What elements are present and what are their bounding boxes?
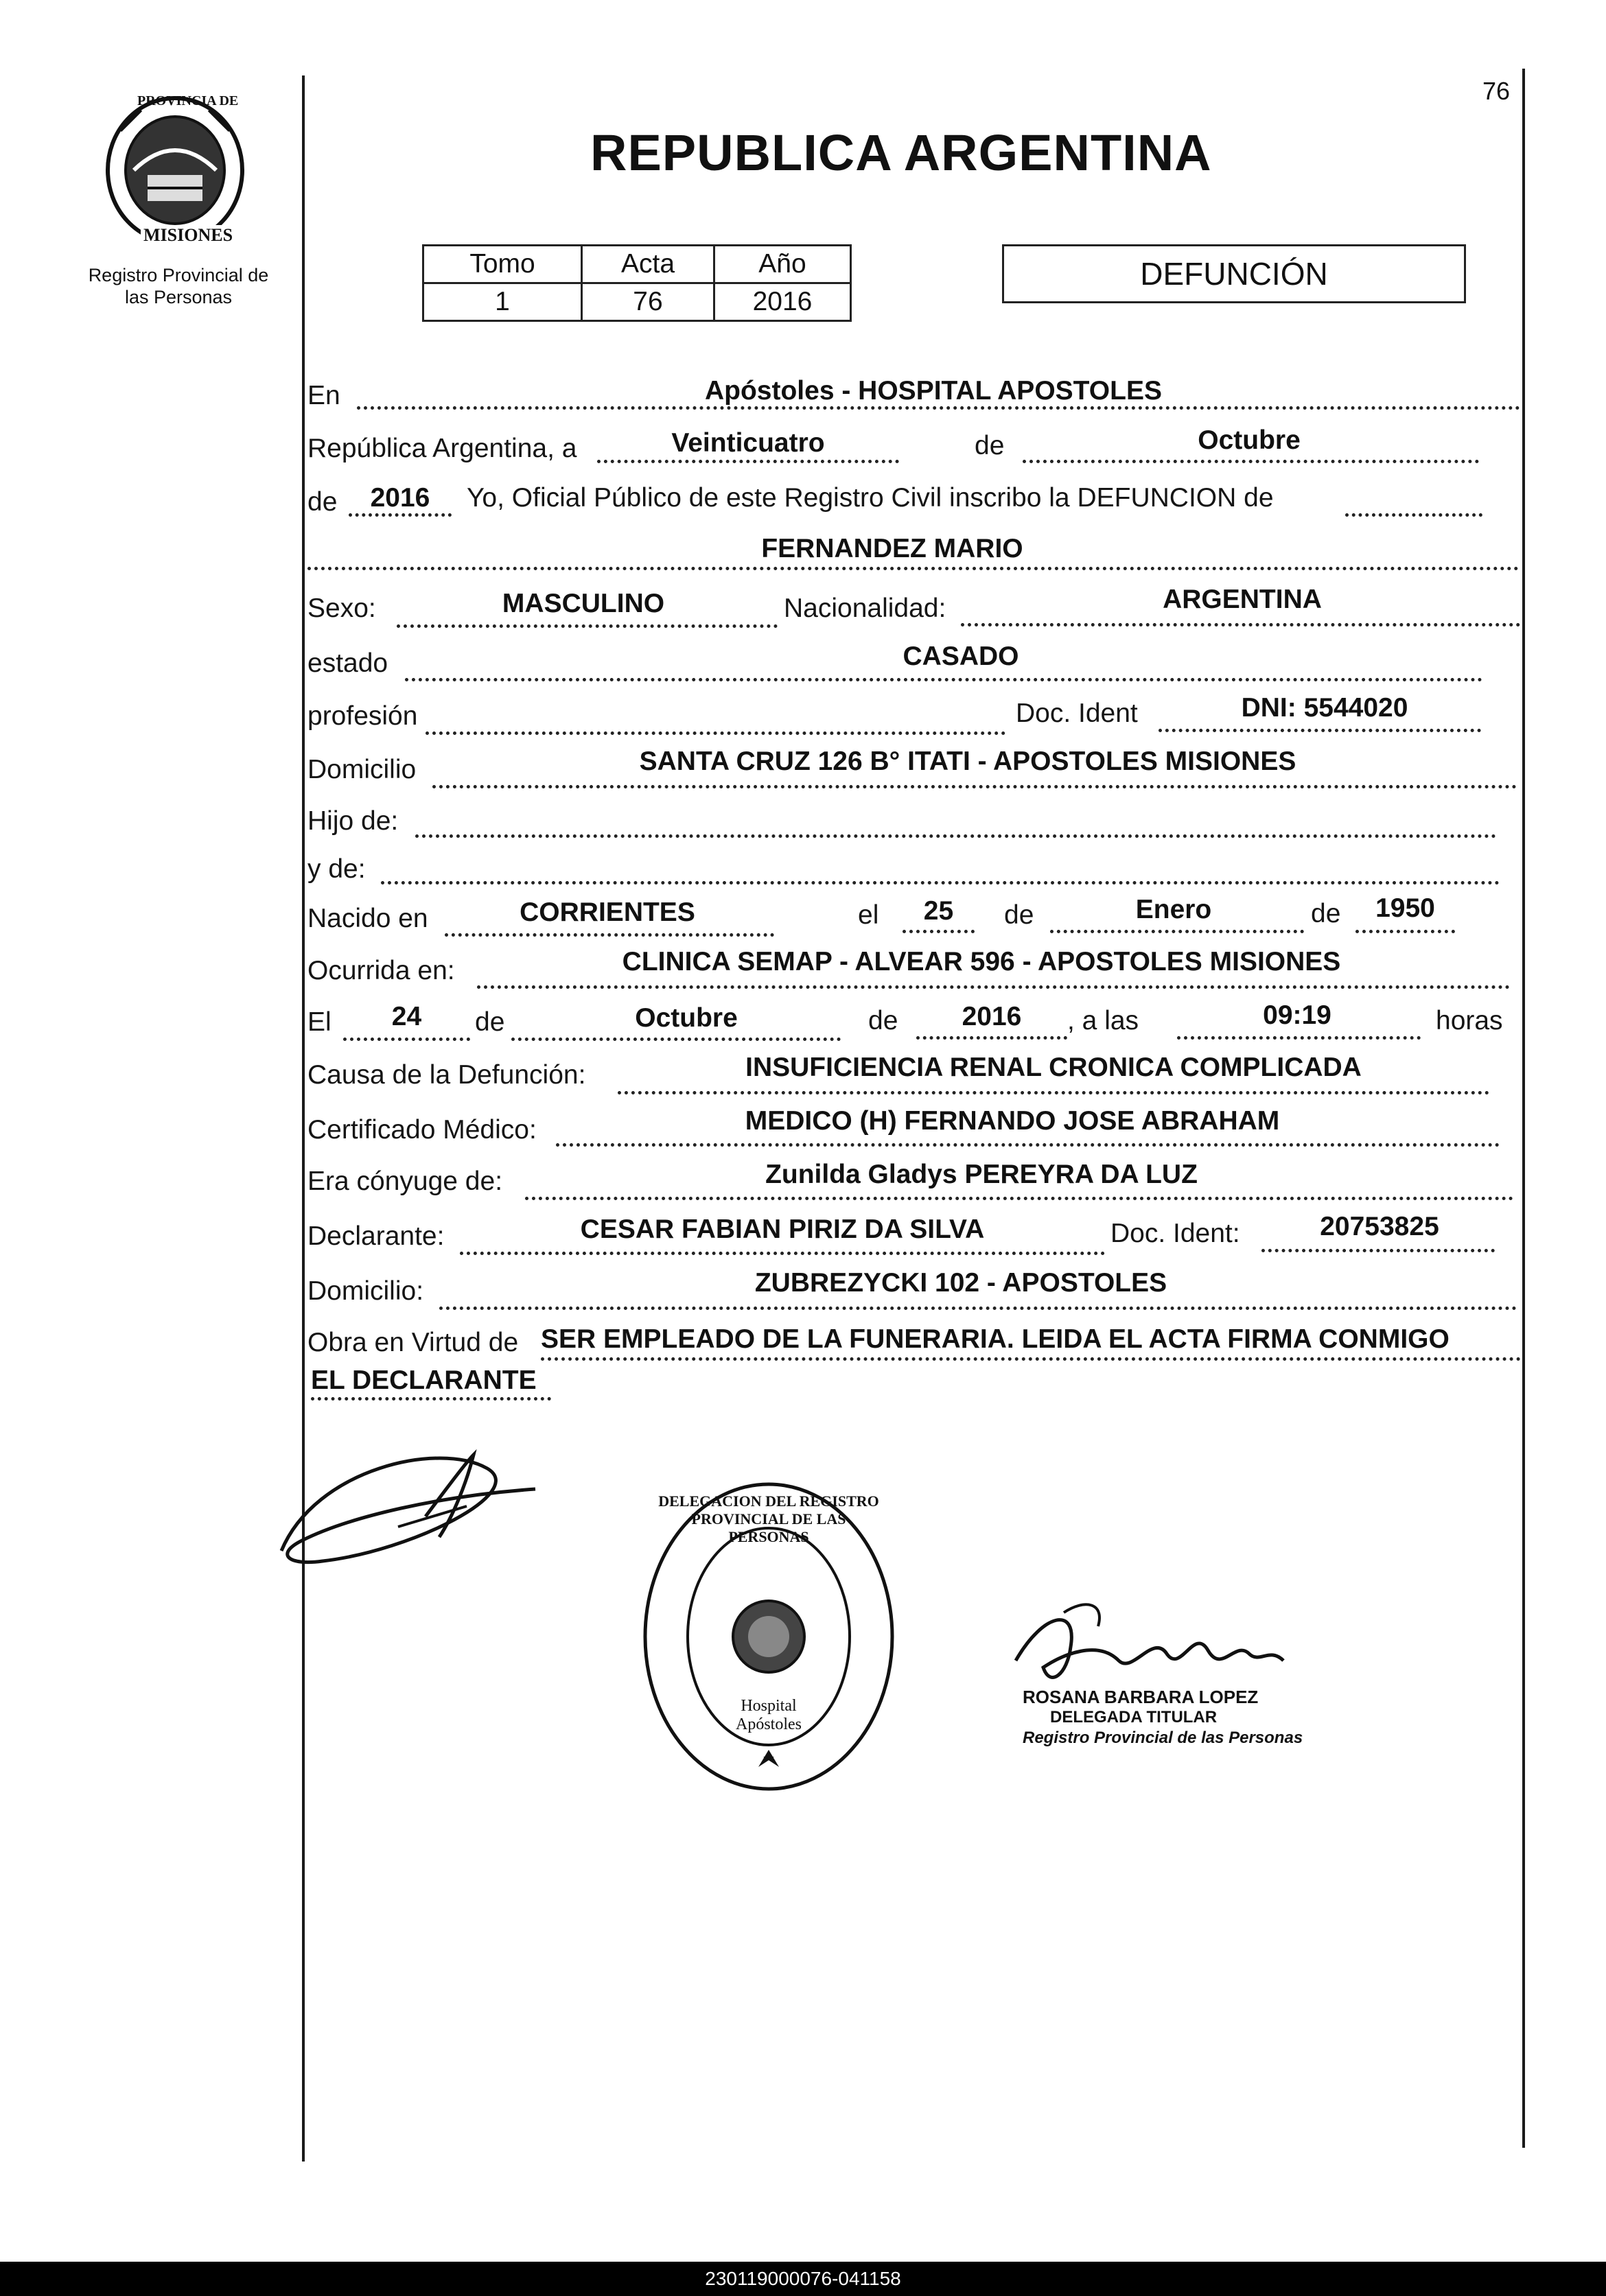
fecha-day-line [343,1038,470,1041]
estado-value: CASADO [903,642,1019,671]
record-table-header-acta: Acta [582,246,714,283]
domicilio-declarante-line [439,1307,1517,1310]
conyuge-value: Zunilda Gladys PEREYRA DA LUZ [765,1160,1198,1189]
obra-label: Obra en Virtud de [307,1328,519,1357]
doc-ident-value: DNI: 5544020 [1241,693,1408,723]
emblem-text-bottom: MISIONES [141,225,235,246]
declarante-line [460,1252,1105,1255]
certificado-value: MEDICO (H) FERNANDO JOSE ABRAHAM [745,1106,1280,1136]
republica-day-line [597,460,899,463]
sexo-value: MASCULINO [502,589,665,618]
fecha-year-line [916,1036,1067,1040]
nacido-day: 25 [923,896,954,926]
nacido-de-label-2: de [1311,899,1341,928]
doc-ident-label: Doc. Ident [1016,699,1138,728]
year-de-label: de [307,487,338,517]
nacido-month: Enero [1135,895,1212,924]
declarante-doc-label: Doc. Ident: [1110,1219,1240,1248]
profesion-label: profesión [307,701,418,731]
nacionalidad-label: Nacionalidad: [784,594,946,623]
province-emblem [100,89,251,247]
domicilio-declarante-label: Domicilio: [307,1276,424,1306]
estado-line [405,678,1482,681]
declarante-doc-line [1261,1249,1495,1252]
nacido-de-label: de [1004,900,1034,930]
page-number: 76 [1482,77,1511,105]
domicilio-label: Domicilio [307,755,417,784]
seal-inner-text: Hospital Apóstoles [736,1697,802,1733]
fecha-el-label: El [307,1007,331,1037]
official-office: Registro Provincial de las Personas [1023,1729,1303,1747]
name-line [307,567,1519,570]
nacido-month-line [1050,930,1304,933]
official-name: ROSANA BARBARA LOPEZ [1023,1687,1259,1707]
certificado-line [556,1143,1500,1147]
inscription-text: Yo, Oficial Público de este Registro Civil inscribo la DEFUNCION de [467,483,1274,513]
year-value: 2016 [370,483,430,513]
nacido-place-line [445,933,774,937]
nacido-day-line [903,930,975,933]
obra-line-2 [311,1397,551,1401]
certificado-label: Certificado Médico: [307,1115,537,1145]
hijo-de-label: Hijo de: [307,806,399,836]
official-stamp [1023,1687,1352,1748]
nacido-label: Nacido en [307,904,428,933]
nacionalidad-value: ARGENTINA [1163,585,1322,614]
delegation-seal [638,1479,899,1794]
left-border-line [302,75,305,2162]
fecha-a-las-label: , a las [1067,1006,1139,1035]
sexo-label: Sexo: [307,594,376,623]
hijo-de-line [415,834,1496,838]
deceased-name: FERNANDEZ MARIO [761,534,1023,563]
record-table-value-tomo: 1 [423,283,582,321]
record-table-header-tomo: Tomo [423,246,582,283]
republica-month-line [1023,460,1479,463]
nacido-el-label: el [858,900,879,930]
year-line [349,513,452,517]
official-title: DELEGADA TITULAR [1050,1708,1218,1726]
causa-value: INSUFICIENCIA RENAL CRONICA COMPLICADA [745,1053,1362,1082]
nacido-year: 1950 [1375,893,1435,923]
document-type-label: DEFUNCIÓN [1140,256,1328,292]
causa-line [618,1091,1489,1094]
doc-ident-line [1159,729,1481,732]
republica-day: Veinticuatro [671,428,825,458]
nacionalidad-line [961,623,1520,626]
fecha-year: 2016 [962,1002,1022,1031]
declarant-signature [261,1414,549,1578]
record-table-header-ano: Año [714,246,851,283]
ocurrida-value: CLINICA SEMAP - ALVEAR 596 - APOSTOLES MISIONES [622,947,1341,976]
obra-value-line1: SER EMPLEADO DE LA FUNERARIA. LEIDA EL ACTA FIRMA CONMIGO [541,1324,1450,1354]
fecha-de-label: de [475,1007,505,1037]
fecha-time: 09:19 [1263,1000,1331,1030]
profesion-line [426,731,1005,735]
en-dotted-line [357,406,1520,410]
nacido-place: CORRIENTES [520,898,695,927]
domicilio-value: SANTA CRUZ 126 B° ITATI - APOSTOLES MISIONES [639,747,1296,776]
fecha-day: 24 [391,1002,422,1031]
inscription-line [1345,513,1482,517]
footer-barcode [0,2262,1606,2296]
declarante-label: Declarante: [307,1221,445,1251]
ocurrida-line [477,985,1510,989]
sexo-line [397,624,778,628]
fecha-horas-label: horas [1436,1006,1503,1035]
country-title: REPUBLICA ARGENTINA [590,124,1212,181]
causa-label: Causa de la Defunción: [307,1060,586,1090]
record-table-value-ano: 2016 [714,283,851,321]
en-label: En [307,381,340,410]
estado-label: estado [307,648,388,678]
fecha-month-line [511,1038,841,1041]
registry-name-line2: las Personas [124,287,233,307]
registry-name-line1: Registro Provincial de [88,265,269,285]
footer-barcode-text: 230119000076-041158 [705,2268,901,2289]
obra-value-line2: EL DECLARANTE [311,1366,537,1395]
conyuge-line [525,1197,1513,1200]
y-de-label: y de: [307,854,366,884]
conyuge-label: Era cónyuge de: [307,1167,503,1196]
republica-month: Octubre [1198,425,1301,455]
republica-de-label: de [975,431,1005,460]
declarante-value: CESAR FABIAN PIRIZ DA SILVA [580,1215,985,1244]
official-signature [1002,1585,1290,1702]
nacido-year-line [1355,930,1455,933]
domicilio-line [432,785,1517,788]
y-de-line [381,881,1500,885]
emblem-text-top: PROVINCIA DE [137,93,239,108]
registry-name [75,264,281,308]
document-type-box [1002,244,1466,303]
obra-line-1 [541,1357,1521,1361]
republica-label: República Argentina, a [307,434,577,463]
fecha-de-label-2: de [868,1006,898,1035]
fecha-month: Octubre [635,1003,738,1033]
fecha-time-line [1177,1036,1421,1040]
ocurrida-label: Ocurrida en: [307,956,455,985]
declarante-doc-value: 20753825 [1320,1212,1439,1241]
seal-ring-text: DELEGACION DEL REGISTRO PROVINCIAL DE LAS PERSONAS [658,1492,879,1545]
record-table-value-acta: 76 [582,283,714,321]
record-table [422,244,852,322]
en-value: Apóstoles - HOSPITAL APOSTOLES [705,376,1162,406]
right-border-line [1522,69,1525,2148]
domicilio-declarante-value: ZUBREZYCKI 102 - APOSTOLES [754,1268,1167,1298]
